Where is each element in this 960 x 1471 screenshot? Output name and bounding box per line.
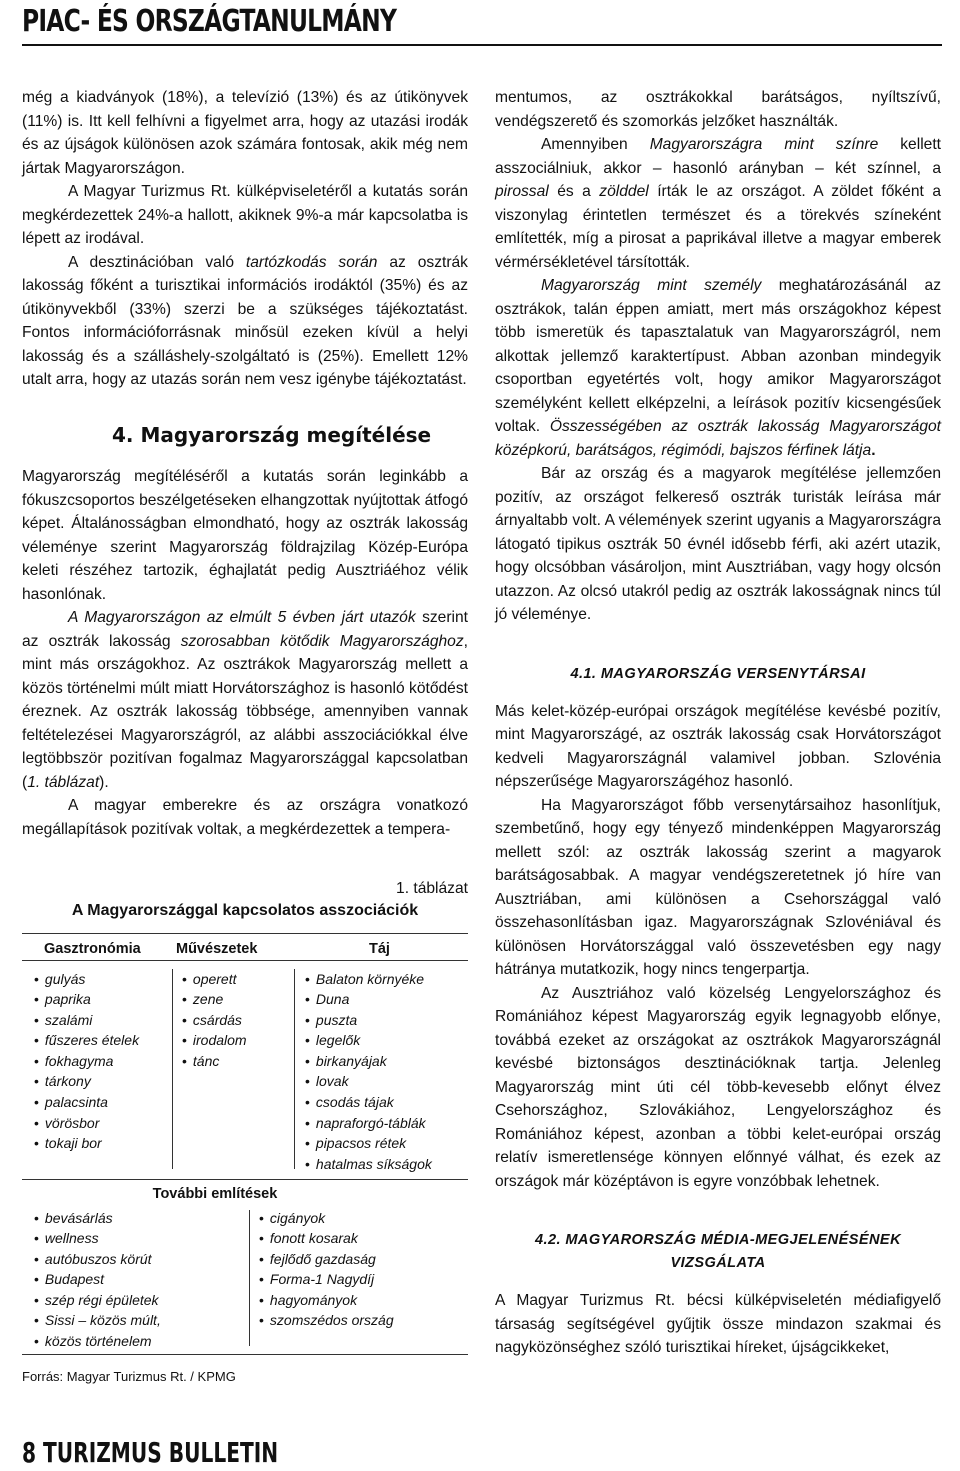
paragraph: Más kelet-közép-európai országok megítélése kevésbé pozitív, mint Magyarországé, az osztrák lakosság csak Horvátországot kedveli Magyarországnál valamivel jobban. Szlovénia népszerűsége Magyarországéhoz hasonló. bbox=[495, 702, 941, 790]
landscape-list bbox=[305, 969, 432, 1175]
list-item: • bevásárlás bbox=[34, 1208, 161, 1229]
list-item: • wellness bbox=[34, 1228, 161, 1249]
col-head-arts: Művészetek bbox=[176, 940, 258, 957]
list-item: • pipacsos rétek bbox=[305, 1133, 432, 1154]
list-item: • Duna bbox=[305, 989, 432, 1010]
subsection-heading: 4.2. MAGYARORSZÁG MÉDIA-MEGJELENÉSÉNEK VIZSGÁLATA bbox=[534, 1232, 902, 1271]
list-item: • autóbuszos körút bbox=[34, 1249, 161, 1270]
list-item: • operett bbox=[182, 969, 247, 990]
paragraph: A Magyarországon az elmúlt 5 évben járt utazók szerint az osztrák lakosság szorosabban kötődik Magyarországhoz, mint más országokhoz. Az osztrákok Magyarország mellett a közös történelmi múlt miatt Horvátországhoz is hasonló kötődést éreznek. Az osztrák lakosság többsége, amennyiben vannak feltételezései Magyarországról, az alábbi asszociációkkal élve legtöbbször pozitívan fogalmaz Magyarországgal kapcsolatban (1. táblázat). bbox=[22, 609, 468, 791]
list-item: • szomszédos ország bbox=[259, 1310, 394, 1331]
list-item: • közös történelem bbox=[34, 1331, 161, 1352]
paragraph: Bár az ország és a magyarok megítélése jellemzően pozitív, az országot felkereső osztrák turisták leírása már árnyaltabb volt. A vélemények szerint ugyanis a Magyarországra látogató tipikus osztrák 50 évnél idősebb férfi, aki azért utazik, hogy olcsóbban vásároljon, mint Ausztriában, vagy hogy olcsón utazzon. Az olcsó utakról pedig az osztrák lakosságnak nincs túl jó véleménye. bbox=[495, 465, 941, 623]
more-list-2 bbox=[259, 1208, 394, 1332]
paragraph: még a kiadványok (18%), a televízió (13%) és az útikönyvek (11%) is. Itt kell felhívni a figyelmet arra, hogy az utazási irodák és az újságok különösen azok számára fontosak, akik még nem jártak Magyarországon. bbox=[22, 89, 468, 177]
divider bbox=[294, 969, 295, 1169]
right-column bbox=[495, 86, 941, 1360]
paragraph: Ha Magyarországot főbb versenytársaihoz hasonlítjuk, szembetűnő, hogy egy tényező mindenképpen Magyarország mellett szól: az osztrák lakosság szerint a magyarok barátságosabbak. A magyar vendégszeretetnek jó híre van Ausztriában, ami különösen a Csehországgal való összehasonlításban igaz. Magyarországnak Szlovéniával és különösen Horvátországgal való összevetésben egy nagy hátránya mutatkozik, hogy nincs tengerpartja. bbox=[495, 796, 941, 978]
paragraph: Magyarország megítéléséről a kutatás során leginkább a fókuszcsoportos beszélgetéseken elhangzottak nyújtottak átfogó képet. Általánosságban elmondható, hogy az osztrák lakosság véleménye szerint Magyarország földrajzilag Közép-Európa keleti részéhez tartozik, éghajlatát pedig Ausztriáéhoz vélik hasonlónak. bbox=[22, 468, 468, 603]
paragraph: Amennyiben Magyarországra mint színre kellett asszociálniuk, akkor – hasonló arányban – két színnel, a pirossal és a zölddel írták le az országot. A zöldet főként a viszonylag érintetlen természet és a törekvés színeként említették, míg a pirosat a paprikával illetve a magyar emberek vérmérsékletével társították. bbox=[495, 136, 941, 271]
left-column bbox=[22, 86, 468, 1388]
table-source: Forrás: Magyar Turizmus Rt. / KPMG bbox=[22, 1368, 236, 1384]
list-item: • puszta bbox=[305, 1010, 432, 1031]
list-item: • tánc bbox=[182, 1051, 247, 1072]
col-head-landscape: Táj bbox=[369, 940, 390, 957]
gastronomy-list bbox=[34, 969, 139, 1154]
list-item: • paprika bbox=[34, 989, 139, 1010]
list-item: • gulyás bbox=[34, 969, 139, 990]
list-item: • Sissi – közös múlt, bbox=[34, 1310, 161, 1331]
list-item: • Forma-1 Nagydíj bbox=[259, 1269, 394, 1290]
paragraph: A Magyar Turizmus Rt. külképviseletéről a kutatás során megkérdezettek 24%-a hallott, akiknek 9%-a már kapcsolatba is lépett az irodával. bbox=[22, 183, 468, 247]
list-item: • fűszeres ételek bbox=[34, 1030, 139, 1051]
list-item: • csodás tájak bbox=[305, 1092, 432, 1113]
associations-table bbox=[22, 933, 468, 1355]
section-title: PIAC- ÉS ORSZÁGTANULMÁNY bbox=[22, 4, 397, 39]
list-item: • csárdás bbox=[182, 1010, 247, 1031]
paragraph: A magyar emberekre és az országra vonatkozó megállapítások pozitívak voltak, a megkérdezettek a tempera- bbox=[22, 797, 468, 838]
list-item: • zene bbox=[182, 989, 247, 1010]
list-item: • hatalmas síkságok bbox=[305, 1154, 432, 1175]
section-heading: 4. Magyarország megítélése bbox=[112, 422, 432, 447]
more-mentions-body bbox=[22, 1204, 468, 1355]
paragraph: A desztinációban való tartózkodás során az osztrák lakosság főként a turisztikai információs irodáktól (35%) és az útikönyvekből (33%) szerzi be a szükséges tájékoztatást. Fontos információforrásnak minősül ezeken kívül a helyi lakosság és a szálláshely-szolgáltató is (25%). Emellett 12% utalt arra, hogy az utazás során nem vesz igénybe tájékoztatást. bbox=[22, 253, 468, 388]
list-item: • cigányok bbox=[259, 1208, 394, 1229]
list-item: • vörösbor bbox=[34, 1113, 139, 1134]
list-item: • szalámi bbox=[34, 1010, 139, 1031]
list-item: • fonott kosarak bbox=[259, 1228, 394, 1249]
table-body bbox=[22, 961, 468, 1179]
list-item: • fokhagyma bbox=[34, 1051, 139, 1072]
table-title: A Magyarországgal kapcsolatos asszociációk bbox=[71, 902, 419, 919]
list-item: • irodalom bbox=[182, 1030, 247, 1051]
list-item: • fejlődő gazdaság bbox=[259, 1249, 394, 1270]
list-item: • tokaji bor bbox=[34, 1133, 139, 1154]
more-list-1 bbox=[34, 1208, 161, 1352]
table-header-row bbox=[22, 934, 468, 961]
list-item: • napraforgó-táblák bbox=[305, 1113, 432, 1134]
list-item: • lovak bbox=[305, 1071, 432, 1092]
page-footer: 8 TURIZMUS BULLETIN bbox=[22, 1436, 279, 1469]
col-head-gastronomy: Gasztronómia bbox=[44, 940, 141, 957]
page-header bbox=[22, 0, 942, 46]
arts-list bbox=[182, 969, 247, 1072]
divider bbox=[172, 969, 173, 1169]
list-item: • hagyományok bbox=[259, 1290, 394, 1311]
subsection-heading: 4.1. MAGYARORSZÁG VERSENYTÁRSAI bbox=[570, 665, 866, 682]
list-item: • tárkony bbox=[34, 1071, 139, 1092]
list-item: • Budapest bbox=[34, 1269, 161, 1290]
paragraph: Magyarország mint személy meghatározásánál az osztrákok, talán éppen amiatt, mert más országokhoz képest több ismeretük és tapasztalatuk van Magyarországról, nem alkottak jellemző karaktertípust. Abban azonban mindegyik csoportban egyetértés volt, hogy amikor Magyarországot személyként kellett elképzelni, a leírások pozitív kicsengésűek voltak. Összességében az osztrák lakosság Magyarországot középkorú, barátságos, régimódi, bajszos férfinek látja. bbox=[495, 277, 941, 459]
list-item: • palacsinta bbox=[34, 1092, 139, 1113]
paragraph: Az Ausztriához való közelség Lengyelországhoz és Romániához képest Magyarország egyik legnagyobb előnye, továbbá ezeket az országokat az osztrákok Magyarországnál kevésbé biztonságos desztinációknak tartja. Jelenleg Magyarország mint úti cél több-kevesebb előnyt élvez Csehországhoz, Szlovákiához, Lengyelországhoz és Romániához képest, azonban a többi kelet-európai ország relatív ismeretlensége könnyen előnnyé válhat, és ezek az országok már középtávon is egyre vonzóbbak lehetnek. bbox=[495, 984, 941, 1190]
list-item: • legelők bbox=[305, 1030, 432, 1051]
list-item: • Balaton környéke bbox=[305, 969, 432, 990]
paragraph: A Magyar Turizmus Rt. bécsi külképviseletén médiafigyelő társaság segítségével gyűjtik össze mindazon szakmai és nagyközönséghez szóló turisztikai híreket, újságcikkeket, bbox=[495, 1292, 941, 1356]
paragraph: mentumos, az osztrákokkal barátságos, nyíltszívű, vendégszerető és szomorkás jelzőket használták. bbox=[495, 89, 941, 130]
divider bbox=[249, 1210, 250, 1346]
list-item: • szép régi épületek bbox=[34, 1290, 161, 1311]
more-mentions-header: További említések bbox=[22, 1179, 468, 1204]
table-number: 1. táblázat bbox=[396, 880, 468, 897]
list-item: • birkanyájak bbox=[305, 1051, 432, 1072]
